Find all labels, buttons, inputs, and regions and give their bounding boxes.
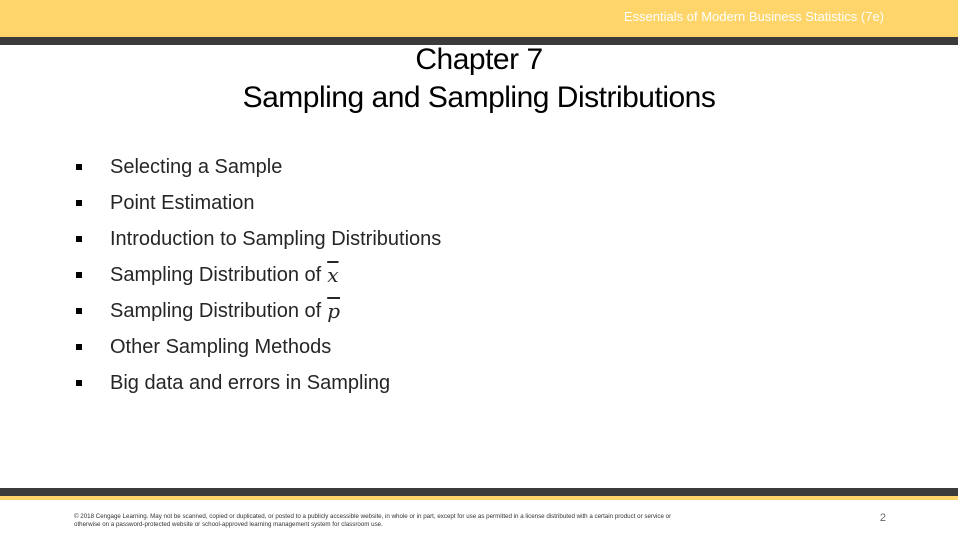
square-bullet-icon — [76, 164, 82, 170]
topic-label: Sampling Distribution of — [110, 263, 322, 286]
chapter-name: Sampling and Sampling Distributions — [242, 81, 716, 114]
square-bullet-icon — [76, 200, 82, 206]
square-bullet-icon — [76, 236, 82, 242]
page-number: 2 — [879, 512, 886, 524]
topic-label: Introduction to Sampling Distributions — [110, 227, 442, 250]
chapter-number: Chapter 7 — [415, 43, 543, 76]
topic-label: Big data and errors in Sampling — [110, 371, 391, 394]
list-item — [72, 293, 441, 329]
list-item — [72, 257, 441, 293]
list-item — [72, 365, 441, 401]
list-item — [72, 221, 441, 257]
bottom-banner — [0, 496, 958, 500]
list-item — [72, 329, 441, 365]
topic-list — [72, 149, 441, 401]
topic-label: Sampling Distribution of — [110, 299, 322, 322]
list-item — [72, 185, 441, 221]
square-bullet-icon — [76, 272, 82, 278]
square-bullet-icon — [76, 380, 82, 386]
topic-label: Point Estimation — [110, 191, 255, 214]
p-bar-symbol: $\overline{p}$ — [327, 299, 341, 323]
list-item — [72, 149, 441, 185]
square-bullet-icon — [76, 344, 82, 350]
copyright-line: otherwise on a password-protected website or school-approved learning management system for classroom use. — [74, 521, 383, 528]
bottom-divider — [0, 488, 958, 496]
x-bar-symbol: $\overline{x}$ — [327, 263, 339, 287]
top-banner — [0, 0, 958, 37]
copyright-notice — [74, 513, 814, 529]
copyright-line: © 2018 Cengage Learning. May not be scanned, copied or duplicated, or posted to a publicly accessible website, in whole or in part, except for use as permitted in a license distributed with a certain product or service or — [74, 513, 672, 520]
book-title: Essentials of Modern Business Statistics (7e) — [623, 9, 884, 24]
slide-title — [0, 41, 958, 117]
topic-label: Other Sampling Methods — [110, 335, 332, 358]
topic-label: Selecting a Sample — [110, 155, 283, 178]
square-bullet-icon — [76, 308, 82, 314]
